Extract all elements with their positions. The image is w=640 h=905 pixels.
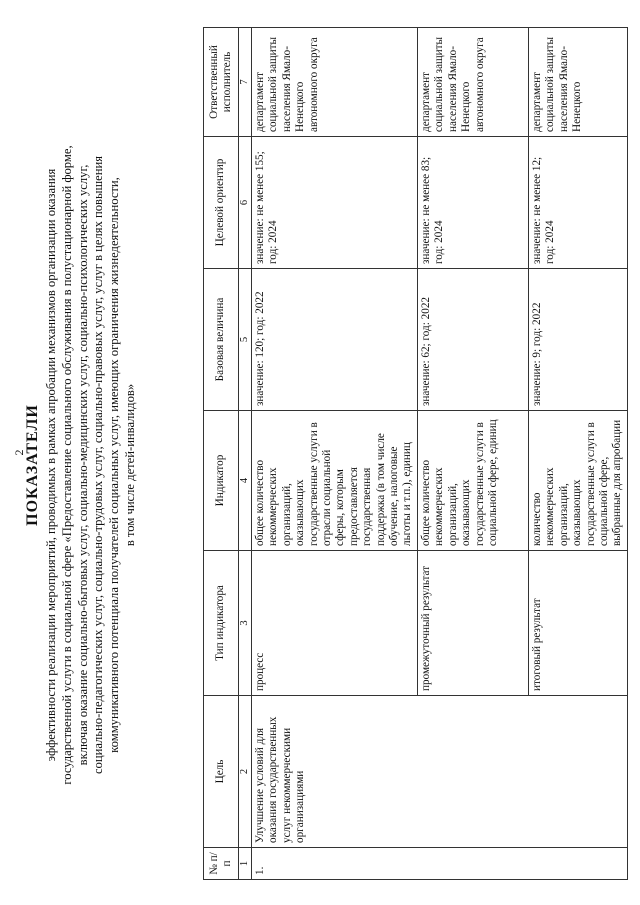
column-number: 7 — [239, 28, 252, 137]
table-header-row — [204, 28, 239, 880]
column-number: 6 — [239, 137, 252, 269]
table-row — [252, 28, 418, 880]
indicator-type-cell: итоговый результат — [528, 551, 627, 696]
heading-line: включая оказание социально-бытовых услуг, социально-медицинских услуг, социально-психологических услуг, — [75, 164, 90, 766]
indicator-type-cell: промежуточный результат — [417, 551, 528, 696]
heading-line: в том числе детей-инвалидов» — [122, 383, 137, 547]
indicator-cell: общее количество некоммерческих организаций, оказывающих государственные услуги в социальной сфере, единиц — [417, 411, 528, 551]
column-header: Ответственный исполнитель — [204, 28, 239, 137]
column-header: Индикатор — [204, 411, 239, 551]
indicators-table — [203, 27, 628, 880]
column-number: 4 — [239, 411, 252, 551]
column-number-row — [239, 28, 252, 880]
indicator-cell: количество некоммерческих организаций, оказывающих государственные услуги в социальной сфере, выбранные для апробации — [528, 411, 627, 551]
heading-line: эффективности реализации мероприятий, проводимых в рамках апробации механизмов организации оказания — [44, 168, 58, 762]
target-cell: значение: не менее 155; год: 2024 — [252, 137, 418, 269]
column-header: Цель — [204, 696, 239, 848]
heading-line: государственной услуги в социальной сфере «Предоставление социального обслуживания в полустационарной форме, — [59, 145, 74, 785]
column-number: 5 — [239, 269, 252, 411]
heading-line: социально-педагогических услуг, социально-трудовых услуг, социально-правовых услуг, услуг в целях повышения — [91, 155, 106, 775]
base-value-cell: значение: 62; год: 2022 — [417, 269, 528, 411]
executor-cell: департамент социальной защиты населения Ямало-Ненецкого автономного округа — [252, 28, 418, 137]
row-number-cell: 1. — [252, 848, 628, 880]
base-value-cell: значение: 9; год: 2022 — [528, 269, 627, 411]
column-number: 2 — [239, 696, 252, 848]
column-number: 1 — [239, 848, 252, 880]
document-title: ПОКАЗАТЕЛИ — [24, 404, 41, 526]
heading-line: коммуникативного потенциала получателей социальных услуг, имеющих ограничения жизнедеятельности, — [107, 177, 122, 753]
column-header: № п/п — [204, 848, 239, 880]
column-header: Целевой ориентир — [204, 137, 239, 269]
target-cell: значение: не менее 12; год: 2024 — [528, 137, 627, 269]
column-number: 3 — [239, 551, 252, 696]
executor-cell: департамент социальной защиты населения Ямало-Ненецкого автономного округа — [417, 28, 528, 137]
document-heading — [24, 85, 139, 845]
column-header: Тип индикатора — [204, 551, 239, 696]
base-value-cell: значение: 120; год: 2022 — [252, 269, 418, 411]
target-cell: значение: не менее 83; год: 2024 — [417, 137, 528, 269]
indicator-cell: общее количество некоммерческих организаций, оказывающих государственные услуги в отрасли социальной сферы, которым предоставляется государственная поддержка (в том числе обучение, налоговые льготы и т.п.), единиц — [252, 411, 418, 551]
page-number: 2 — [12, 449, 26, 456]
indicator-type-cell: процесс — [252, 551, 418, 696]
column-header: Базовая величина — [204, 269, 239, 411]
executor-cell: департамент социальной защиты населения Ямало-Ненецкого — [528, 28, 627, 137]
goal-cell: Улучшение условий для оказания государственных услуг некоммерческими организациями — [252, 696, 628, 848]
